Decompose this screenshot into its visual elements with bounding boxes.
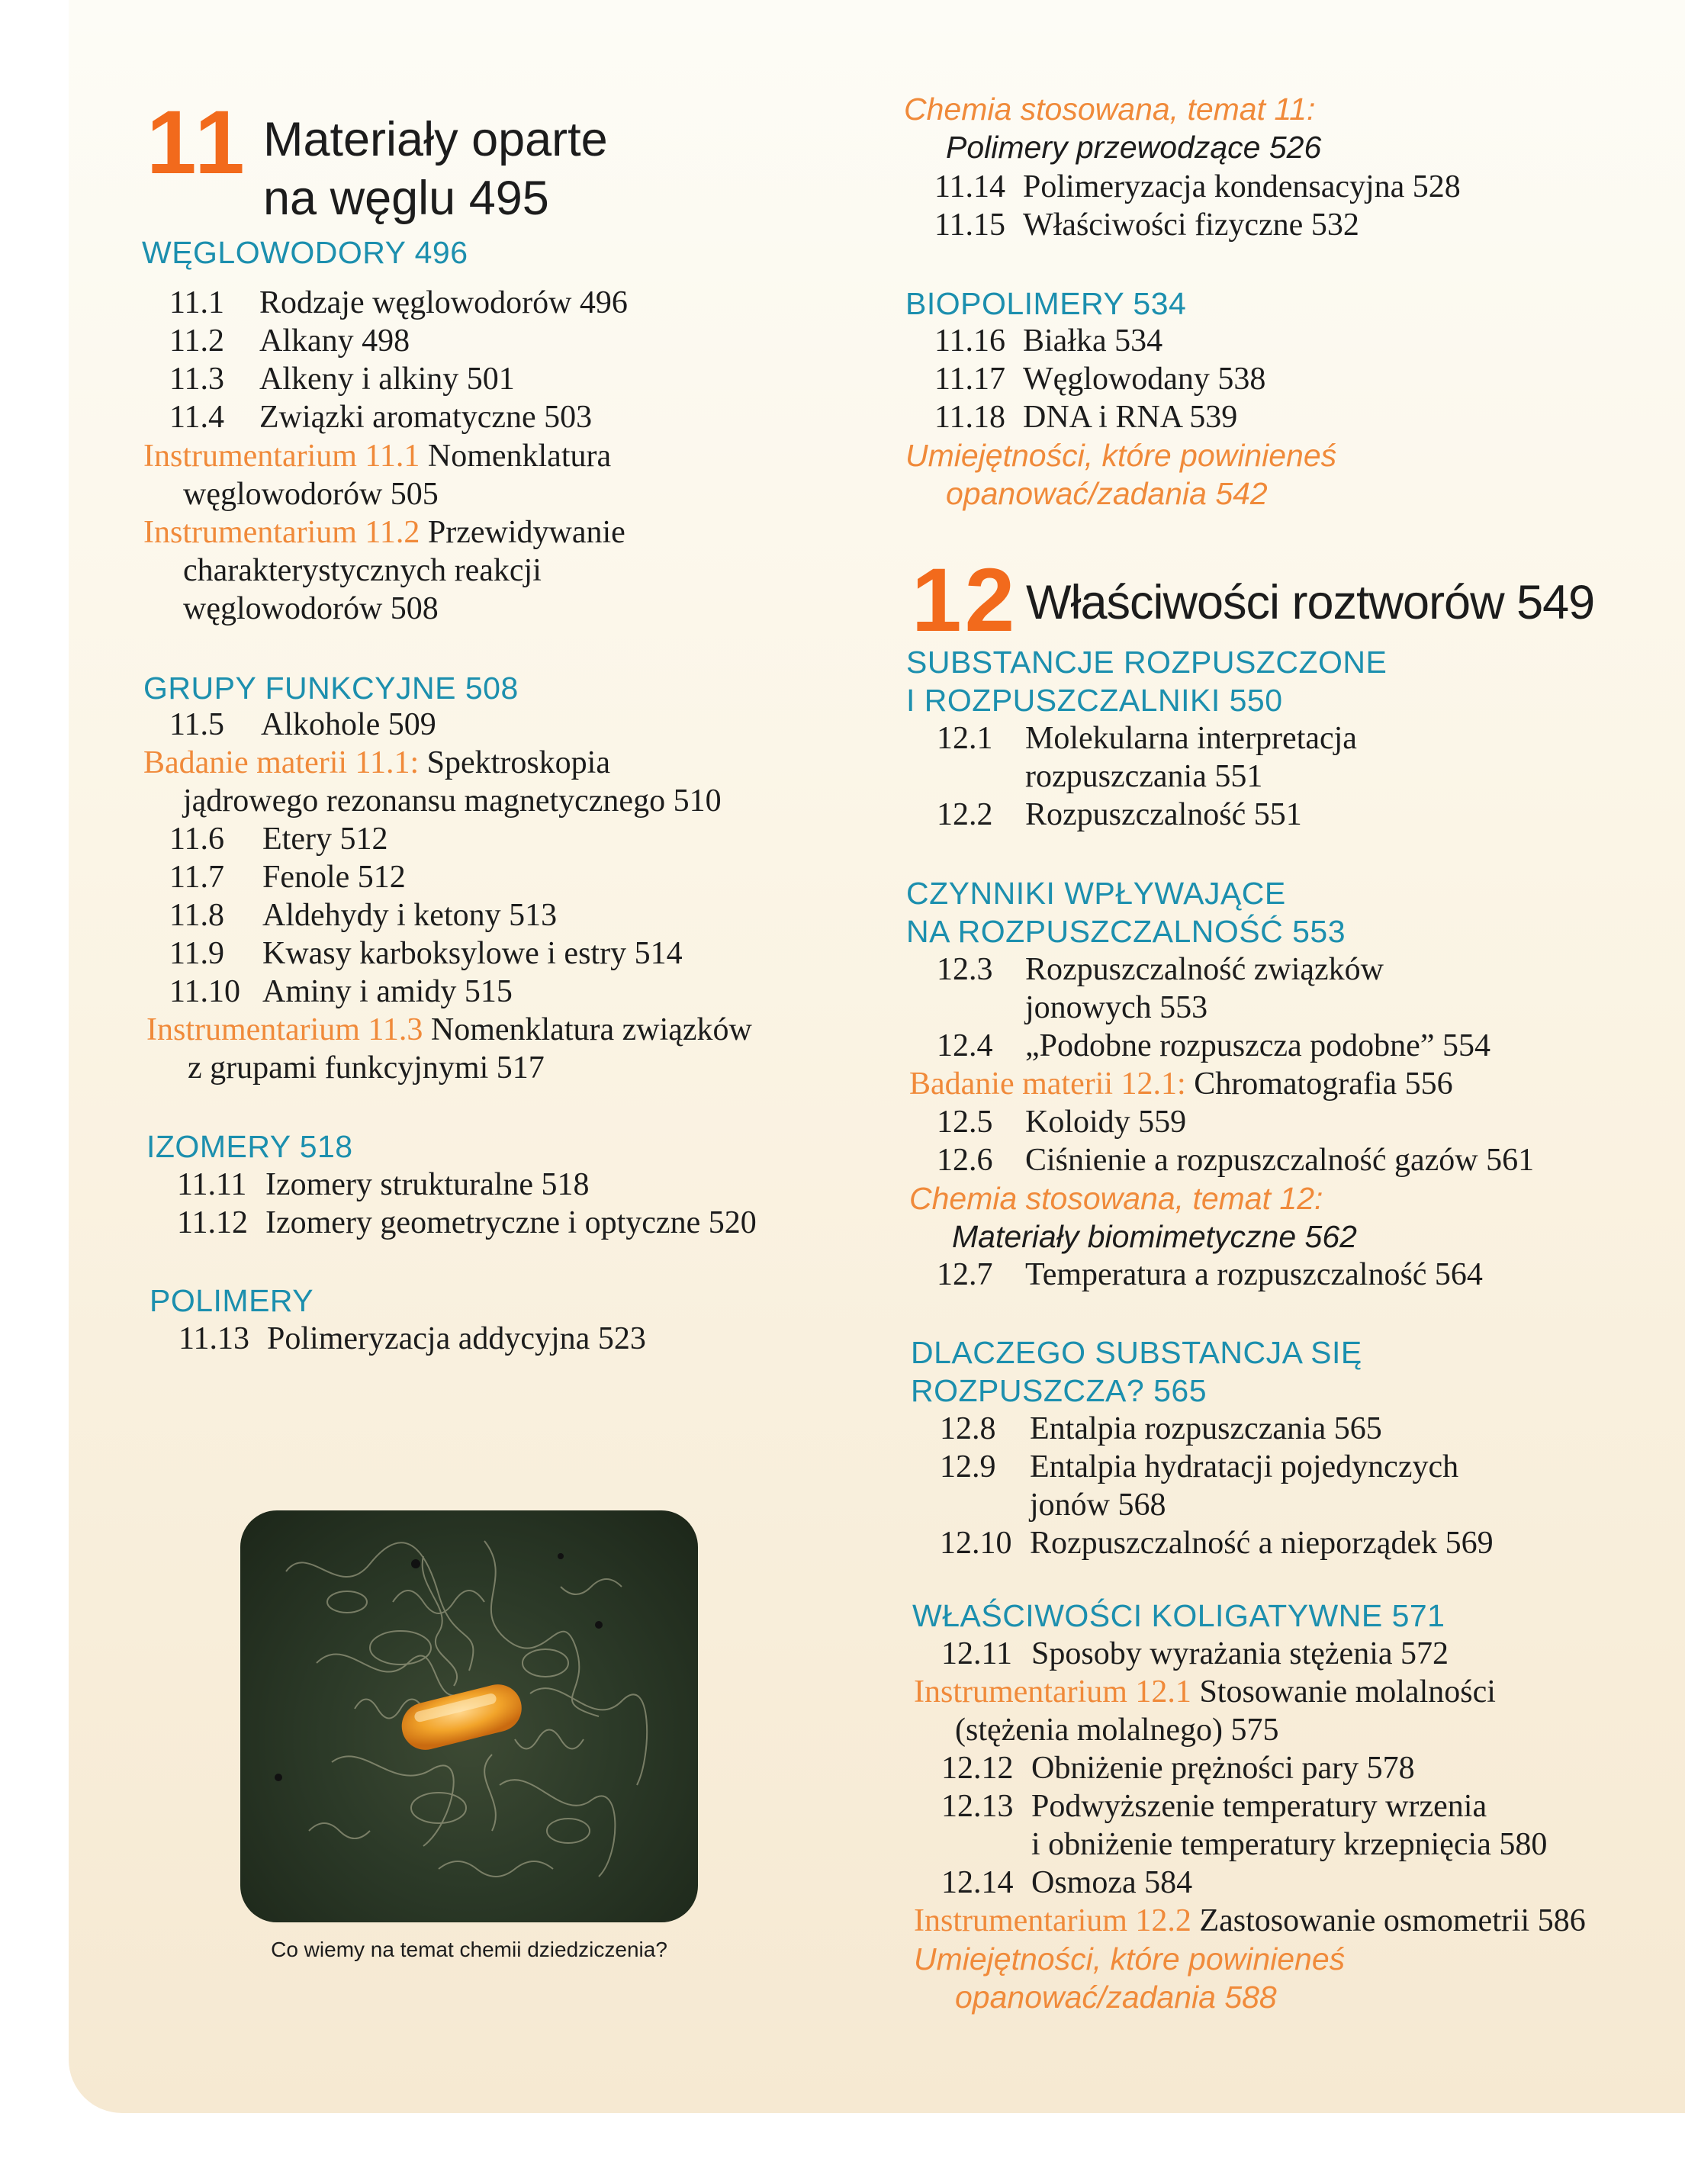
toc-entry-cont: jonów 568 [1030,1488,1166,1523]
chapter-11-title-line1: Materiały oparte [263,113,608,166]
bacteria-dna-illustration [240,1510,698,1922]
toc-entry[interactable]: 12.2 Rozpuszczalność 551 [937,797,1302,832]
chemia-stosowana-12-title[interactable]: Materiały biomimetyczne 562 [952,1219,1357,1254]
instrumentarium-12-1-cont: (stężenia molalnego) 575 [955,1713,1279,1748]
chemia-stosowana-12-label: Chemia stosowana, temat 12: [909,1181,1323,1216]
instrumentarium-12-2[interactable]: Instrumentarium 12.2 Zastosowanie osmometrii 586 [914,1903,1586,1938]
toc-entry[interactable]: 11.9 Kwasy karboksylowe i estry 514 [169,936,683,971]
toc-entry[interactable]: 11.5 Alkohole 509 [169,707,436,742]
bacteria-dna-photo [240,1510,698,1922]
instrumentarium-11-1-cont: węglowodorów 505 [183,477,439,512]
toc-entry[interactable]: 11.7 Fenole 512 [169,860,406,895]
toc-entry[interactable]: 12.7 Temperatura a rozpuszczalność 564 [937,1257,1483,1292]
toc-entry-cont: jonowych 553 [1025,990,1208,1025]
instrumentarium-12-1[interactable]: Instrumentarium 12.1 Stosowanie molalności [914,1674,1496,1710]
toc-entry[interactable]: 12.13 Podwyższenie temperatury wrzenia [941,1789,1487,1824]
toc-entry[interactable]: 12.5 Koloidy 559 [937,1105,1187,1140]
chemia-stosowana-11-title[interactable]: Polimery przewodzące 526 [946,130,1322,165]
section-substancje-line2: I ROZPUSZCZALNIKI 550 [906,683,1283,718]
toc-entry[interactable]: 12.6 Ciśnienie a rozpuszczalność gazów 561 [937,1143,1535,1178]
instrumentarium-11-3[interactable]: Instrumentarium 11.3 Nomenklatura związków [146,1012,752,1047]
skills-12-line1[interactable]: Umiejętności, które powinieneś [914,1941,1346,1977]
section-czynniki-line2: NA ROZPUSZCZALNOŚĆ 553 [906,914,1346,949]
toc-entry[interactable]: 12.11 Sposoby wyrażania stężenia 572 [941,1636,1449,1671]
toc-entry[interactable]: 12.9 Entalpia hydratacji pojedynczych [940,1449,1459,1484]
section-biopolimery: BIOPOLIMERY 534 [905,286,1187,321]
section-polimery: POLIMERY [150,1283,314,1318]
section-izomery: IZOMERY 518 [146,1129,353,1164]
toc-entry[interactable]: 12.4 „Podobne rozpuszcza podobne” 554 [937,1028,1490,1063]
toc-entry[interactable]: 11.8 Aldehydy i ketony 513 [169,898,558,933]
toc-entry[interactable]: 11.13 Polimeryzacja addycyjna 523 [178,1321,646,1356]
toc-entry-cont: rozpuszczania 551 [1025,759,1263,794]
toc-entry[interactable]: 11.17 Węglowodany 538 [934,362,1266,397]
toc-entry[interactable]: 12.10 Rozpuszczalność a nieporządek 569 [940,1526,1494,1561]
toc-entry[interactable]: 12.12 Obniżenie prężności pary 578 [941,1751,1415,1786]
chemia-stosowana-11-label: Chemia stosowana, temat 11: [904,92,1316,127]
toc-entry[interactable]: 11.4 Związki aromatyczne 503 [169,400,593,435]
toc-entry[interactable]: 12.1 Molekularna interpretacja [937,721,1357,756]
skills-11-line2[interactable]: opanować/zadania 542 [946,476,1268,511]
toc-entry[interactable]: 11.6 Etery 512 [169,822,388,857]
toc-entry[interactable]: 11.3 Alkeny i alkiny 501 [169,362,515,397]
chapter-12-number: 12 [912,550,1018,651]
section-koligatywne: WŁAŚCIWOŚCI KOLIGATYWNE 571 [912,1598,1445,1633]
instrumentarium-11-2-cont: węglowodorów 508 [183,591,439,626]
skills-12-line2[interactable]: opanować/zadania 588 [955,1980,1277,2015]
toc-entry[interactable]: 11.11 Izomery strukturalne 518 [177,1167,590,1202]
toc-entry[interactable]: 11.18 DNA i RNA 539 [934,400,1238,435]
instrumentarium-11-3-cont: z grupami funkcyjnymi 517 [188,1050,545,1086]
instrumentarium-11-2-cont: charakterystycznych reakcji [183,553,542,588]
skills-11-line1[interactable]: Umiejętności, które powinieneś [905,438,1337,473]
instrumentarium-11-1[interactable]: Instrumentarium 11.1 Nomenklatura [143,439,612,474]
section-dlaczego-line2: ROZPUSZCZA? 565 [911,1373,1207,1408]
section-weglowodory: WĘGLOWODORY 496 [142,235,468,270]
section-substancje-line1: SUBSTANCJE ROZPUSZCZONE [906,645,1388,680]
toc-entry[interactable]: 12.3 Rozpuszczalność związków [937,952,1384,987]
toc-entry[interactable]: 11.15 Właściwości fizyczne 532 [934,207,1359,243]
toc-entry[interactable]: 11.2 Alkany 498 [169,323,410,359]
toc-entry[interactable]: 11.14 Polimeryzacja kondensacyjna 528 [934,169,1461,204]
badanie-materii-11-1-cont: jądrowego rezonansu magnetycznego 510 [183,783,722,819]
badanie-materii-12-1[interactable]: Badanie materii 12.1: Chromatografia 556 [909,1066,1453,1102]
badanie-materii-11-1[interactable]: Badanie materii 11.1: Spektroskopia [143,745,610,780]
toc-entry[interactable]: 11.16 Białka 534 [934,323,1163,359]
photo-caption: Co wiemy na temat chemii dziedziczenia? [271,1938,667,1961]
section-grupy-funkcyjne: GRUPY FUNKCYJNE 508 [143,671,519,706]
section-czynniki-line1: CZYNNIKI WPŁYWAJĄCE [906,876,1286,911]
toc-entry[interactable]: 11.10 Aminy i amidy 515 [169,974,513,1009]
chapter-11-number: 11 [146,92,248,193]
section-dlaczego-line1: DLACZEGO SUBSTANCJA SIĘ [911,1335,1362,1370]
toc-entry[interactable]: 11.1 Rodzaje węglowodorów 496 [169,285,628,320]
toc-entry[interactable]: 12.14 Osmoza 584 [941,1865,1193,1900]
chapter-12-title: Właściwości roztworów 549 [1026,576,1595,629]
toc-entry[interactable]: 12.8 Entalpia rozpuszczania 565 [940,1411,1382,1446]
instrumentarium-11-2[interactable]: Instrumentarium 11.2 Przewidywanie [143,515,625,550]
toc-entry-cont: i obniżenie temperatury krzepnięcia 580 [1031,1827,1548,1862]
chapter-11-title-line2: na węglu 495 [263,172,549,225]
toc-entry[interactable]: 11.12 Izomery geometryczne i optyczne 520 [177,1205,757,1240]
